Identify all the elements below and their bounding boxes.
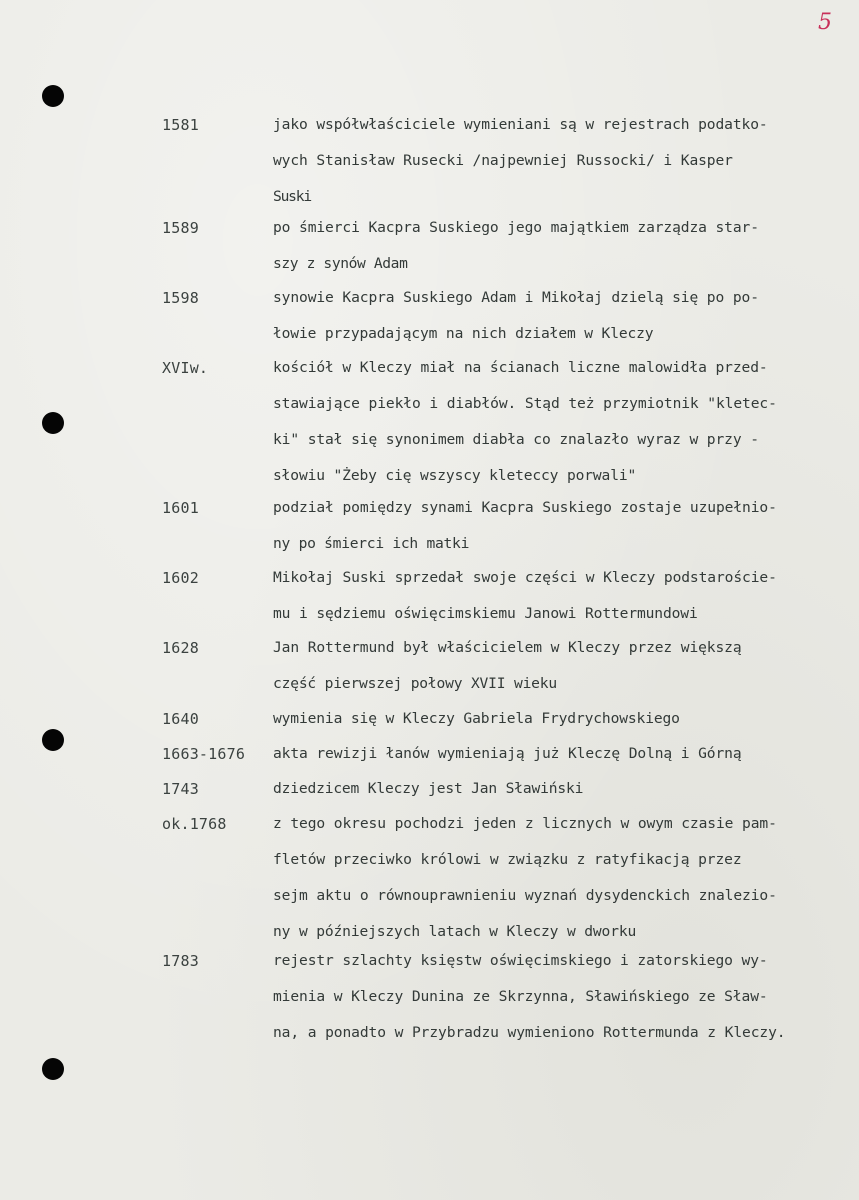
entry-year: ok.1768 (162, 815, 227, 833)
entry-year: 1602 (162, 569, 199, 587)
text-line: po śmierci Kacpra Suskiego jego majątkiem zarządza star- (273, 219, 759, 236)
text-line: łowie przypadającym na nich działem w Kleczy (273, 325, 654, 342)
entry-year: 1581 (162, 116, 199, 134)
text-line: wymienia się w Kleczy Gabriela Frydrychowskiego (273, 710, 680, 727)
entry-year: 1640 (162, 710, 199, 728)
text-line: wych Stanisław Rusecki /najpewniej Russocki/ i Kasper (273, 152, 733, 169)
entry-text (273, 771, 859, 807)
text-line: na, a ponadto w Przybradzu wymieniono Rottermunda z Kleczy. (273, 1024, 786, 1041)
punch-hole (42, 85, 64, 107)
entry-text (273, 701, 859, 737)
text-line: szy z synów Adam (273, 255, 408, 272)
text-line: synowie Kacpra Suskiego Adam i Mikołaj dzielą się po po- (273, 289, 759, 306)
entry-text (273, 736, 859, 772)
text-line: słowiu "Żeby cię wszyscy kleteccy porwali" (273, 467, 637, 484)
entry-text (273, 107, 859, 215)
punch-hole (42, 729, 64, 751)
entry-text (273, 350, 859, 494)
text-line: część pierwszej połowy XVII wieku (273, 675, 558, 692)
text-line: stawiające piekło i diabłów. Stąd też przymiotnik "kletec- (273, 395, 777, 412)
text-line: dziedzicem Kleczy jest Jan Sławiński (273, 780, 584, 797)
entry-year: 1663-1676 (162, 745, 246, 763)
punch-hole (42, 1058, 64, 1080)
entry-text (273, 490, 859, 562)
entry-year: 1601 (162, 499, 199, 517)
entry-year: XVIw. (162, 359, 209, 377)
text-line: Suski (273, 188, 311, 205)
entry-text (273, 210, 859, 282)
text-line: podział pomiędzy synami Kacpra Suskiego zostaje uzupełnio- (273, 499, 777, 516)
text-line: z tego okresu pochodzi jeden z licznych w owym czasie pam- (273, 815, 777, 832)
entry-text (273, 280, 859, 352)
text-line: sejm aktu o równouprawnieniu wyznań dysydenckich znalezio- (273, 887, 777, 904)
entry-text (273, 630, 859, 702)
text-line: ny w późniejszych latach w Kleczy w dworku (273, 923, 637, 940)
entry-text (273, 560, 859, 632)
entry-year: 1598 (162, 289, 199, 307)
entry-year: 1589 (162, 219, 199, 237)
text-line: mienia w Kleczy Dunina ze Skrzynna, Sławińskiego ze Sław- (273, 988, 768, 1005)
text-line: ki" stał się synonimem diabła co znalazło wyraz w przy - (273, 431, 759, 448)
text-line: akta rewizji łanów wymieniają już Kleczę Dolną i Górną (273, 745, 742, 762)
text-line: fletów przeciwko królowi w związku z ratyfikacją przez (273, 851, 742, 868)
punch-hole (42, 412, 64, 434)
text-line: mu i sędziemu oświęcimskiemu Janowi Rottermundowi (273, 605, 698, 622)
text-line: Mikołaj Suski sprzedał swoje części w Kleczy podstaroście- (273, 569, 777, 586)
page-number: 5 (818, 10, 832, 35)
text-line: jako współwłaściciele wymieniani są w rejestrach podatko- (273, 116, 768, 133)
entry-year: 1628 (162, 639, 199, 657)
entry-year: 1783 (162, 952, 199, 970)
text-line: ny po śmierci ich matki (273, 535, 470, 552)
text-line: rejestr szlachty księstw oświęcimskiego i zatorskiego wy- (273, 952, 768, 969)
text-line: kościół w Kleczy miał na ścianach liczne malowidła przed- (273, 359, 768, 376)
entry-text (273, 943, 859, 1051)
text-line: Jan Rottermund był właścicielem w Kleczy przez większą (273, 639, 742, 656)
entry-year: 1743 (162, 780, 199, 798)
entry-text (273, 806, 859, 950)
